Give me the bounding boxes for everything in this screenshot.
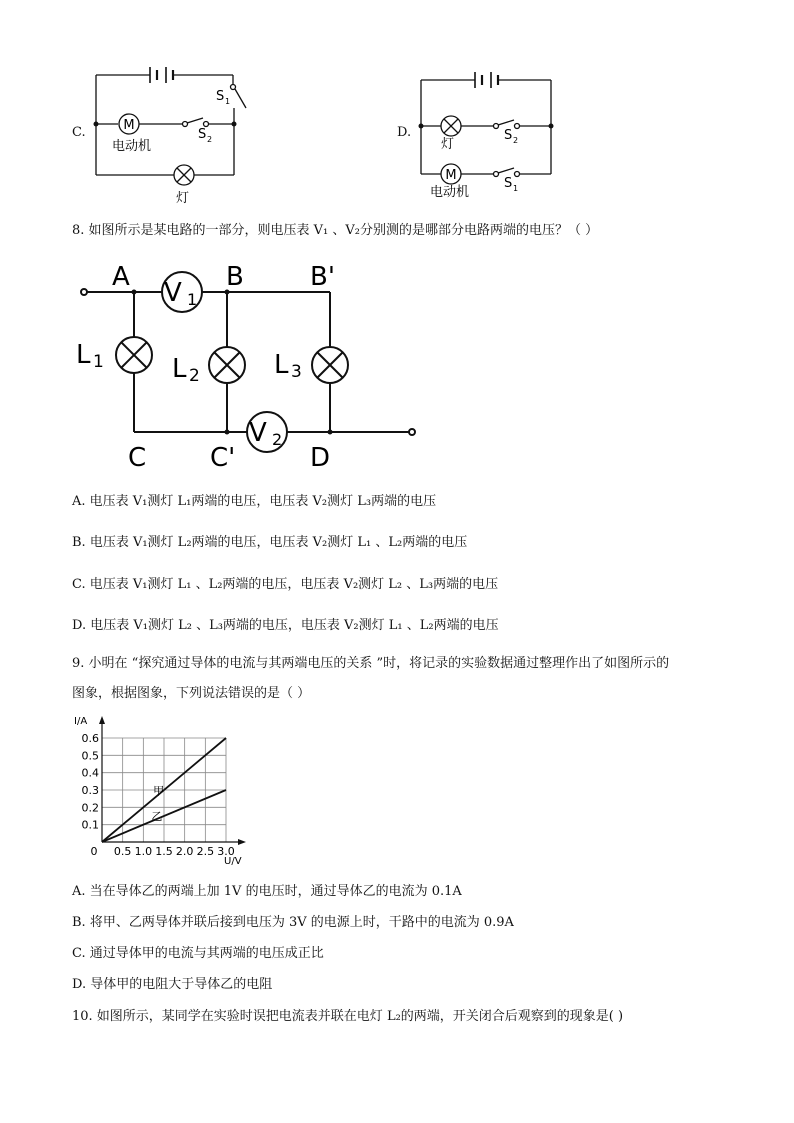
iu-chart (72, 712, 272, 867)
node-cp-label: C' (210, 443, 236, 473)
l1-label: L (76, 340, 91, 370)
l1-sub: 1 (93, 352, 104, 372)
x-tick-label: 1.5 (155, 845, 173, 858)
y-axis-label: I/A (74, 716, 88, 727)
circuit-diagram-d (413, 58, 573, 208)
node-b-label: B (226, 262, 244, 292)
y-tick-label: 0.5 (81, 749, 99, 763)
q9-option-b: B. 将甲、乙两导体并联后接到电压为 3V 的电源上时，干路中的电流为 0.9A (72, 915, 514, 930)
s1-sub-d: 1 (513, 184, 519, 193)
v1-label: V (164, 278, 182, 308)
motor-label-c: 电动机 (112, 139, 152, 154)
q9-option-a: A. 当在导体乙的两端上加 1V 的电压时，通过导体乙的电流为 0.1A (72, 884, 462, 899)
series-label-1: 甲 (153, 784, 165, 798)
y-tick-label: 0.3 (81, 784, 99, 797)
origin-label: 0 (90, 845, 98, 858)
q10-stem: 10. 如图所示，某同学在实验时误把电流表并联在电灯 L₂的两端，开关闭合后观察到的现象是( ) (72, 1009, 624, 1024)
circuit-diagram-q8 (72, 255, 432, 475)
q8-stem: 8. 如图所示是某电路的一部分，则电压表 V₁ 、V₂分别测的是哪部分电路两端的电压？（ ） (72, 223, 599, 238)
s2-label-c: S (198, 127, 207, 142)
q9-stem-line1: 9. 小明在 “探究通过导体的电流与其两端电压的关系 ”时，将记录的实验数据通过整理作出了如图所示的 (72, 656, 670, 671)
q9-option-d: D. 导体甲的电阻大于导体乙的电阻 (72, 977, 273, 992)
y-tick-label: 0.2 (81, 801, 99, 815)
series-label-2: 乙 (151, 809, 163, 823)
motor-symbol-d: M (445, 168, 457, 183)
l2-label: L (172, 354, 187, 384)
q8-option-a: A. 电压表 V₁测灯 L₁两端的电压，电压表 V₂测灯 L₃两端的电压 (72, 494, 437, 509)
option-d-letter: D. (397, 125, 412, 140)
y-tick-label: 0.1 (81, 818, 99, 832)
lamp-label-c: 灯 (176, 191, 190, 206)
q9-stem-line2: 图象，根据图象，下列说法错误的是（ ） (72, 686, 311, 701)
v2-sub: 2 (272, 430, 283, 449)
l3-sub: 3 (291, 362, 302, 382)
q8-option-d: D. 电压表 V₁测灯 L₂ 、L₃两端的电压，电压表 V₂测灯 L₁ 、L₂两端的电压 (72, 618, 499, 633)
x-axis-arrow (238, 839, 246, 845)
v1-sub: 1 (187, 290, 198, 309)
motor-symbol-c: M (123, 118, 135, 133)
y-tick-label: 0.6 (81, 732, 99, 745)
v2-label: V (249, 418, 267, 448)
y-axis-arrow (99, 716, 105, 724)
option-c-letter: C. (72, 125, 86, 140)
circuit-diagram-c (88, 58, 258, 208)
s2-sub-c: 2 (207, 135, 213, 144)
node-d-label: D (310, 443, 331, 473)
x-axis-label: U/V (224, 856, 242, 867)
node-c-label: C (128, 443, 147, 473)
s2-sub-d: 2 (513, 136, 519, 145)
l3-label: L (274, 350, 289, 380)
q8-option-c: C. 电压表 V₁测灯 L₁ 、L₂两端的电压，电压表 V₂测灯 L₂ 、L₃两端的电压 (72, 577, 499, 592)
x-tick-label: 2.5 (196, 845, 215, 858)
lamp-label-d: 灯 (441, 137, 455, 152)
motor-label-d: 电动机 (430, 185, 470, 200)
q9-option-c: C. 通过导体甲的电流与其两端的电压成正比 (72, 946, 324, 961)
x-tick-label: 2.0 (175, 845, 194, 858)
y-tick-label: 0.4 (81, 766, 99, 780)
node-bp-label: B' (310, 262, 335, 292)
s1-label-d: S (504, 176, 513, 191)
s2-label-d: S (504, 128, 513, 143)
x-tick-label: 1.0 (134, 845, 153, 858)
x-tick-label: 3.0 (217, 845, 235, 858)
l2-sub: 2 (189, 366, 200, 386)
x-tick-label: 0.5 (113, 845, 132, 858)
s1-label-c: S (216, 89, 225, 104)
q8-option-b: B. 电压表 V₁测灯 L₂两端的电压，电压表 V₂测灯 L₁ 、L₂两端的电压 (72, 535, 468, 550)
node-a-label: A (112, 262, 130, 292)
s1-sub-c: 1 (225, 97, 231, 106)
